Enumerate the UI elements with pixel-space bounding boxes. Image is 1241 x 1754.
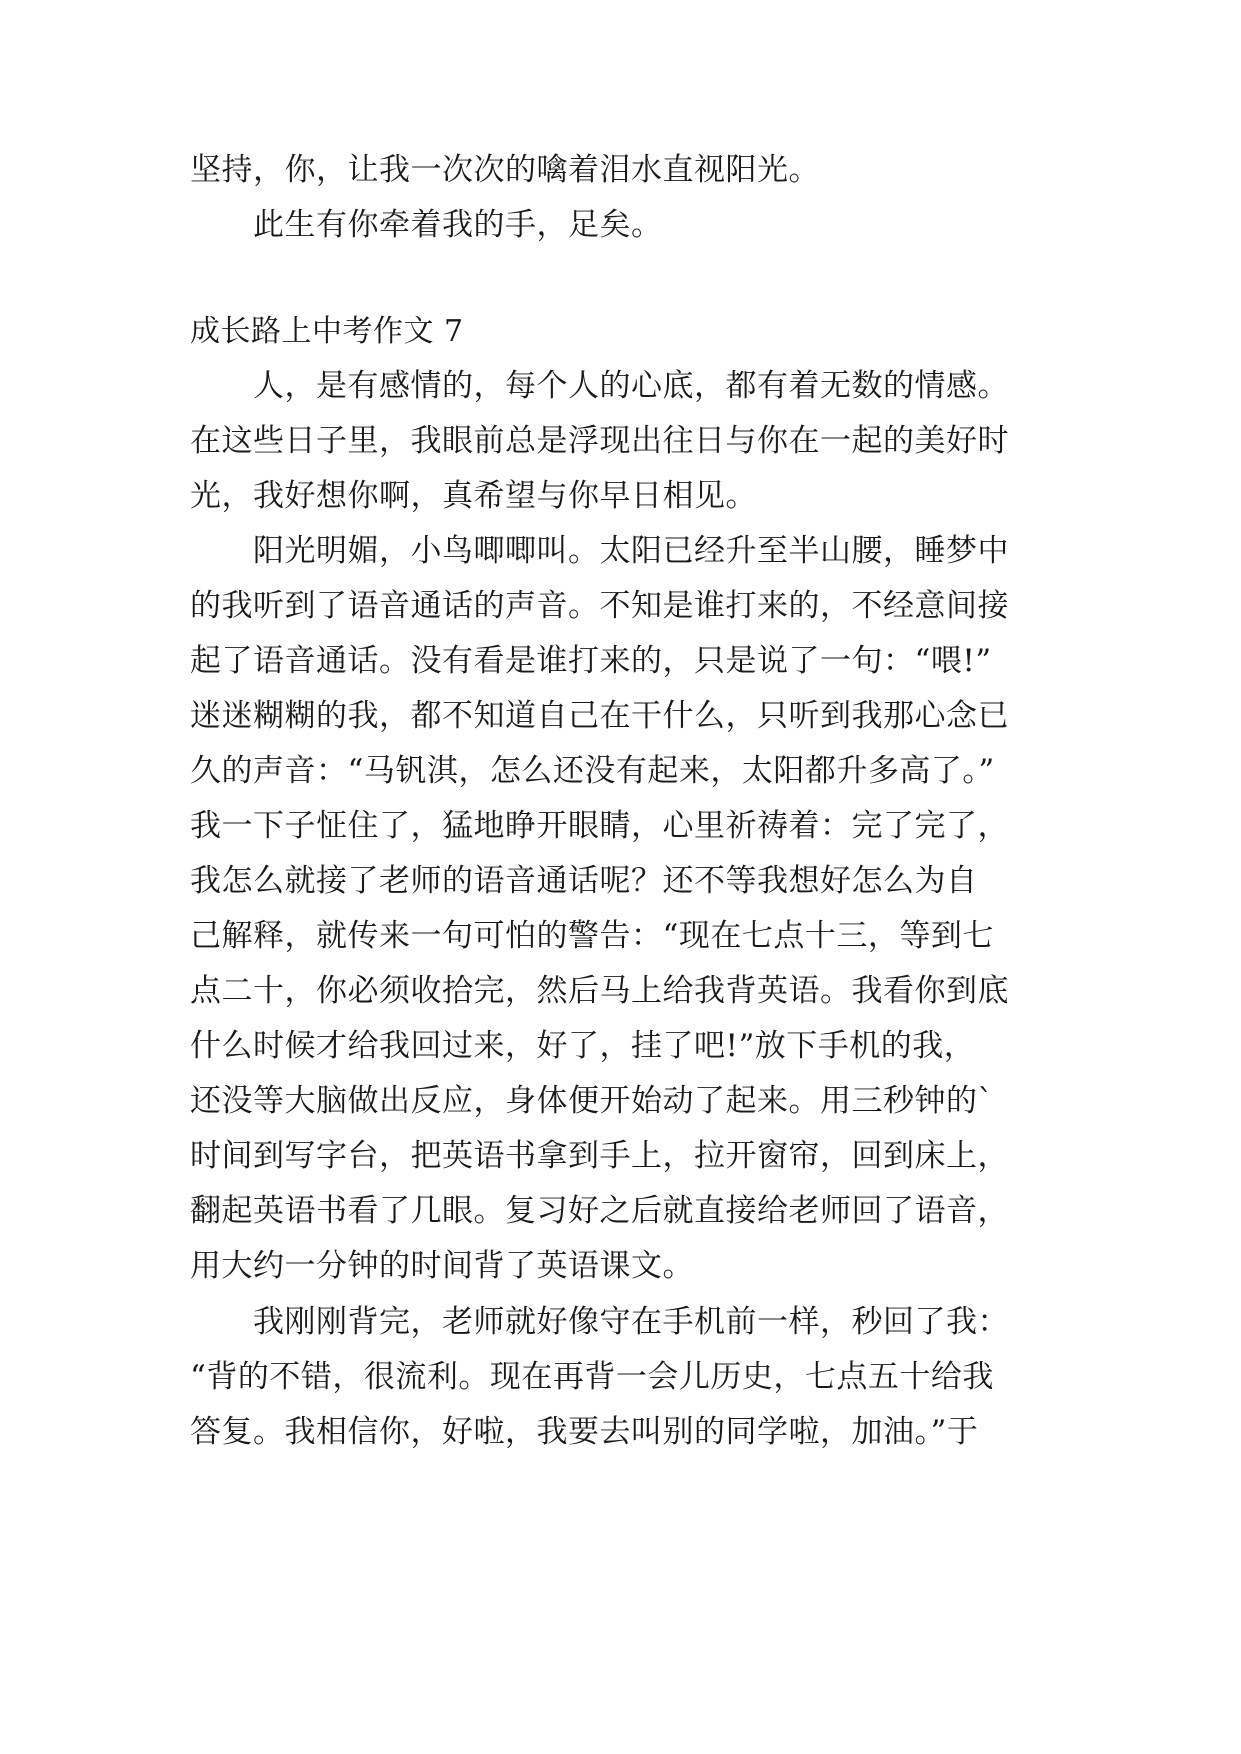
text-line: 点二十，你必须收拾完，然后马上给我背英语。我看你到底	[190, 973, 1009, 1009]
text-line: 起了语音通话。没有看是谁打来的，只是说了一句：“喂!”	[190, 643, 992, 679]
text-line: “背的不错，很流利。现在再背一会儿历史，七点五十给我	[190, 1359, 994, 1395]
text-line: 坚持，你，让我一次次的噙着泪水直视阳光。	[190, 152, 820, 188]
text-line: 我一下子怔住了，猛地睁开眼睛，心里祈祷着：完了完了，	[190, 808, 1009, 844]
text-line: 我刚刚背完，老师就好像守在手机前一样，秒回了我：	[190, 1304, 1009, 1340]
text-line: 此生有你牵着我的手，足矣。	[190, 207, 663, 243]
text-line: 人，是有感情的，每个人的心底，都有着无数的情感。	[190, 368, 1009, 404]
text-line: 在这些日子里，我眼前总是浮现出往日与你在一起的美好时	[190, 423, 1009, 459]
text-line: 用大约一分钟的时间背了英语课文。	[190, 1248, 694, 1284]
text-line: 久的声音：“马钒淇，怎么还没有起来，太阳都升多高了。”	[190, 753, 995, 789]
text-line: 还没等大脑做出反应，身体便开始动了起来。用三秒钟的`	[190, 1083, 994, 1119]
text-line: 什么时候才给我回过来，好了，挂了吧!”放下手机的我，	[190, 1028, 976, 1064]
text-line: 时间到写字台，把英语书拿到手上，拉开窗帘，回到床上，	[190, 1138, 1009, 1174]
text-line: 迷迷糊糊的我，都不知道自己在干什么，只听到我那心念已	[190, 698, 1009, 734]
text-line: 阳光明媚，小鸟唧唧叫。太阳已经升至半山腰，睡梦中	[190, 533, 1009, 569]
section-title: 成长路上中考作文 7	[190, 314, 464, 349]
text-line: 己解释，就传来一句可怕的警告：“现在七点十三，等到七	[190, 918, 994, 954]
text-line: 答复。我相信你，好啦，我要去叫别的同学啦，加油。”于	[190, 1414, 979, 1450]
text-line: 我怎么就接了老师的语音通话呢？还不等我想好怎么为自	[190, 863, 978, 899]
text-line: 翻起英语书看了几眼。复习好之后就直接给老师回了语音，	[190, 1193, 1009, 1229]
text-line: 光，我好想你啊，真希望与你早日相见。	[190, 478, 757, 514]
text-line: 的我听到了语音通话的声音。不知是谁打来的，不经意间接	[190, 588, 1009, 624]
